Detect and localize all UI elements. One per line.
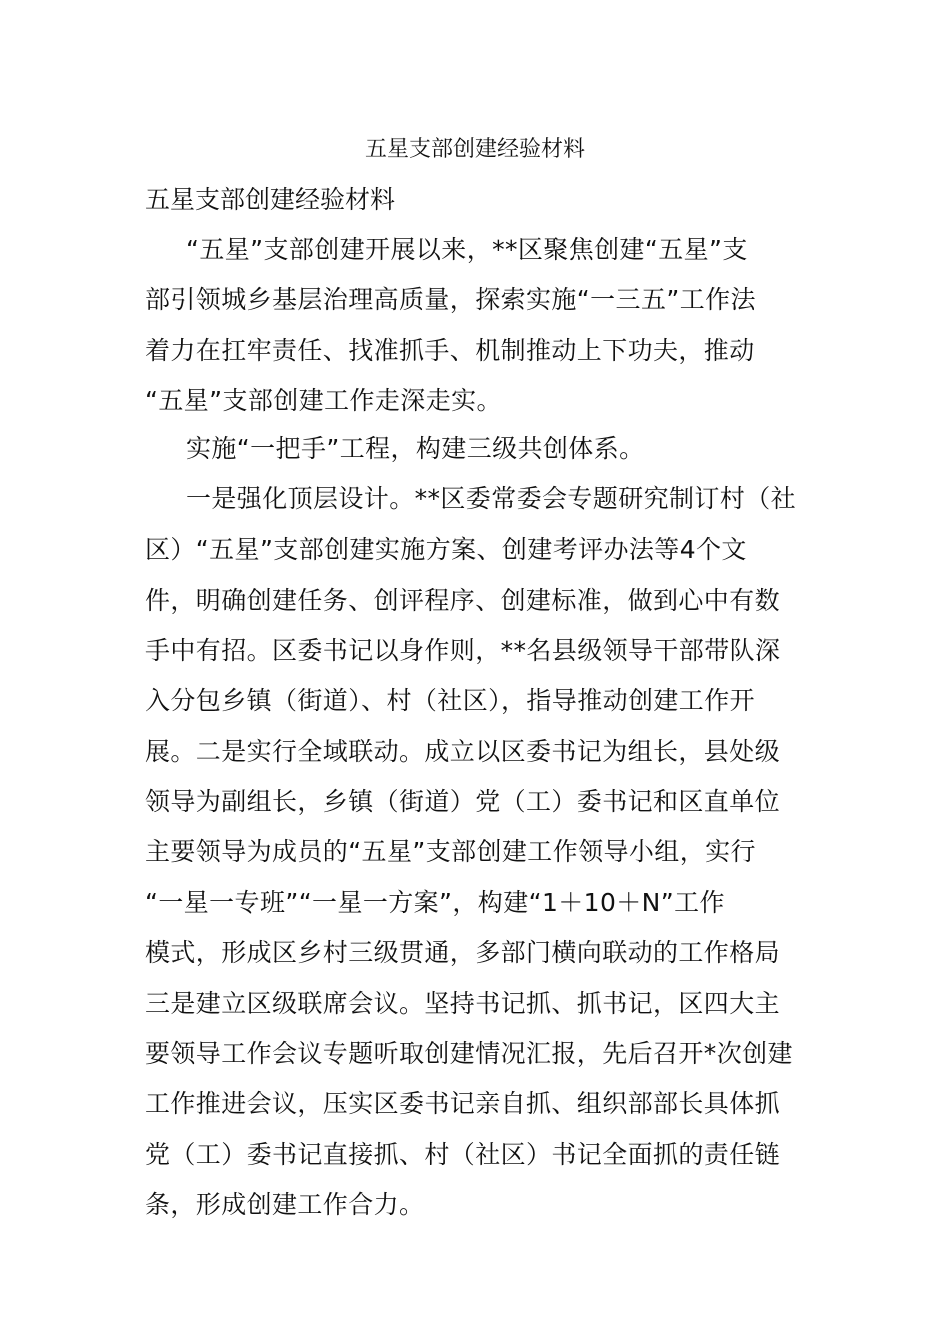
paragraph-line: 部引领城乡基层治理高质量，探索实施“一三五”工作法 [145, 285, 756, 314]
paragraph-line: 工作推进会议，压实区委书记亲自抓、组织部部长具体抓 [145, 1089, 781, 1118]
document-subtitle: 五星支部创建经验材料 [145, 185, 396, 214]
paragraph-line: 着力在扛牢责任、找准抓手、机制推动上下功夫，推动 [145, 336, 755, 365]
paragraph-line: 三是建立区级联席会议。坚持书记抓、抓书记，区四大主 [145, 989, 781, 1018]
paragraph-line: 模式，形成区乡村三级贯通，多部门横向联动的工作格局 [145, 938, 781, 967]
paragraph-line: 领导为副组长，乡镇（街道）党（工）委书记和区直单位 [145, 787, 781, 816]
paragraph-line: 展。二是实行全域联动。成立以区委书记为组长，县处级 [145, 737, 781, 766]
paragraph-line: 手中有招。区委书记以身作则，**名县级领导干部带队深 [145, 636, 781, 665]
paragraph-line: 件，明确创建任务、创评程序、创建标准，做到心中有数 [145, 586, 781, 615]
paragraph-line: 入分包乡镇（街道）、村（社区），指导推动创建工作开 [145, 686, 756, 715]
section-heading: 实施“一把手”工程，构建三级共创体系。 [186, 434, 645, 463]
paragraph-line: 区）“五星”支部创建实施方案、创建考评办法等4个文 [145, 535, 747, 564]
paragraph-line: “一星一专班”“一星一方案”，构建“1＋10＋N”工作 [145, 888, 725, 917]
document-title: 五星支部创建经验材料 [364, 137, 585, 162]
paragraph-line: “五星”支部创建工作走深走实。 [145, 386, 502, 415]
paragraph-line: 要领导工作会议专题听取创建情况汇报，先后召开*次创建 [145, 1039, 793, 1068]
paragraph-line: 一是强化顶层设计。**区委常委会专题研究制订村（社 [186, 484, 797, 513]
paragraph-line: 党（工）委书记直接抓、村（社区）书记全面抓的责任链 [145, 1140, 781, 1169]
paragraph-line: 条，形成创建工作合力。 [145, 1190, 425, 1219]
paragraph-line: “五星”支部创建开展以来，**区聚焦创建“五星”支 [186, 235, 748, 264]
paragraph-line: 主要领导为成员的“五星”支部创建工作领导小组，实行 [145, 837, 756, 866]
